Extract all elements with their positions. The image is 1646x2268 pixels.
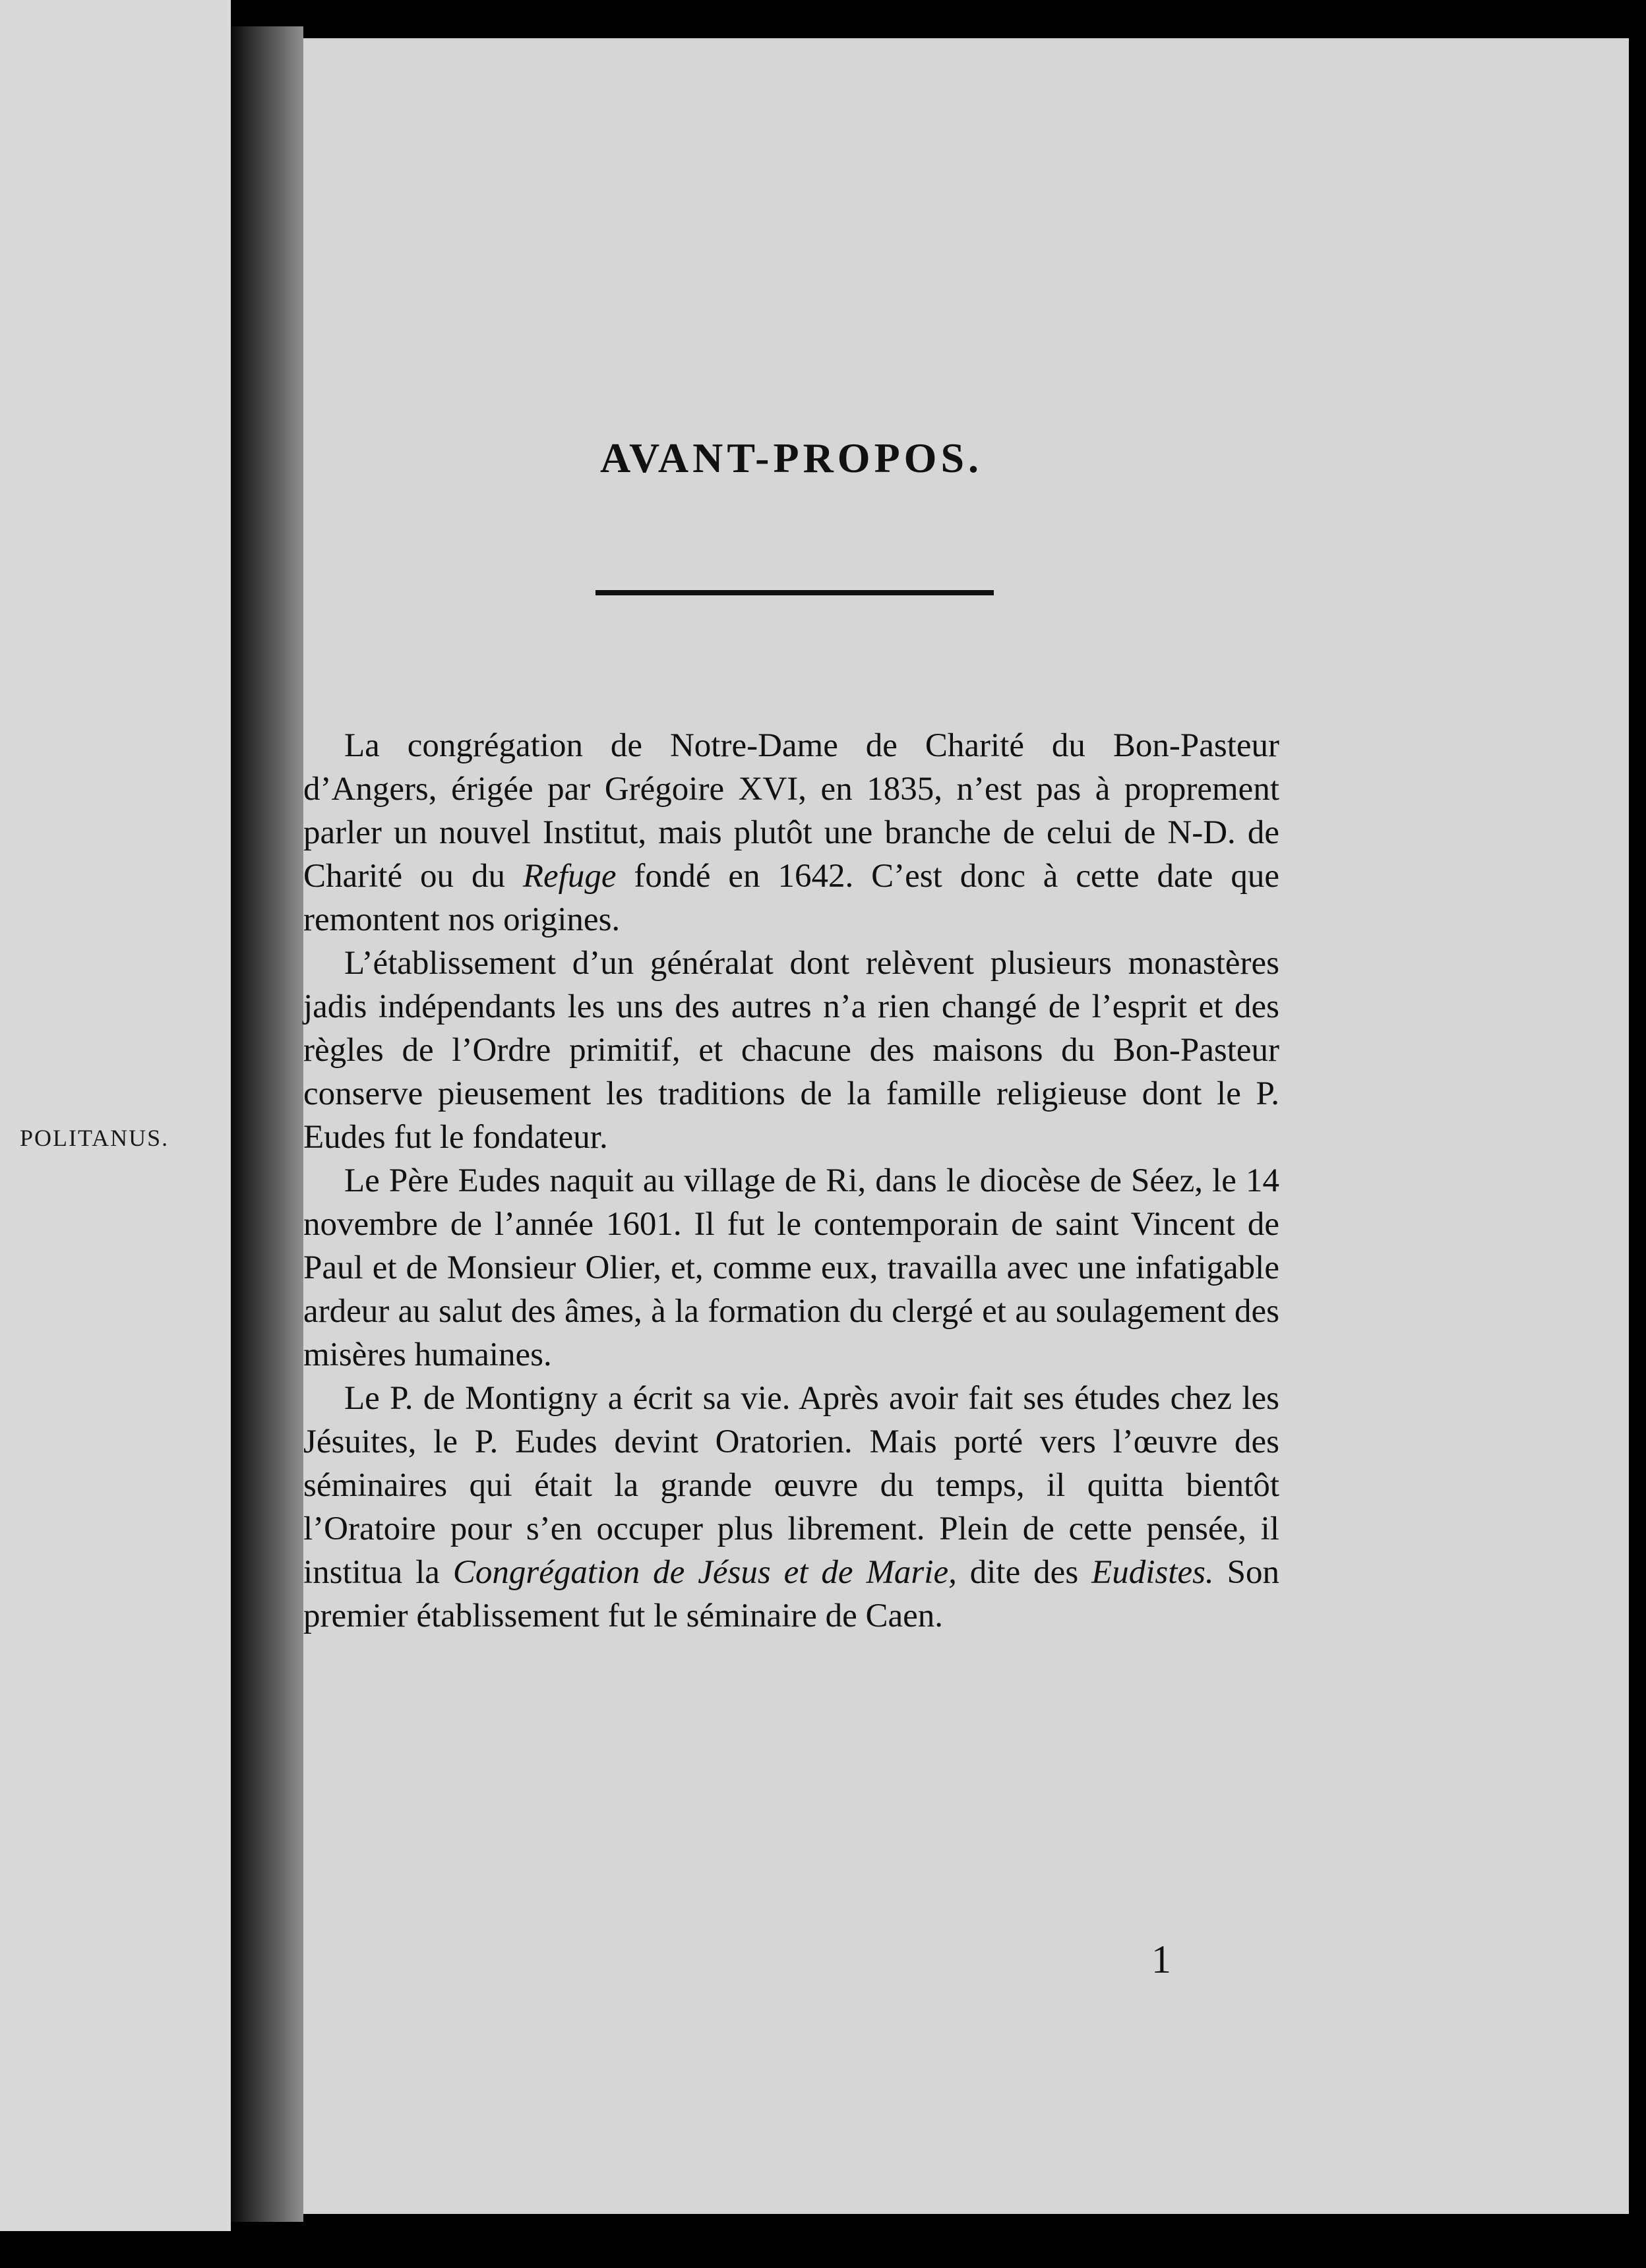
paragraph-4 [303, 1377, 1279, 1638]
binding-gutter [231, 26, 303, 2222]
paragraph-1-text: La congrégation de Notre-Dame de Charité du Bon-Pasteur d’Angers, érigée par Grégoire XVI, en 1835, n’est pas à proprement parler un nouvel Institut, mais plutôt une branche de celui de N-D. de Charité ou du [303, 727, 1279, 895]
paragraph-4-text-end: Son premier établissement fut le séminaire de Caen. [303, 1554, 1279, 1634]
paragraph-2-text: L’établissement d’un généralat dont relèvent plusieurs monastères jadis indépendants les uns des autres n’a rien changé de l’esprit et des règles de l’Ordre primitif, et chacune des maisons du Bon-Pasteur conserve pieusement les traditions de la famille religieuse dont le P. Eudes fut le fondateur. [303, 945, 1279, 1156]
book-page [303, 38, 1629, 2214]
paragraph-4-text: Le P. de Montigny a écrit sa vie. Après avoir fait ses études chez les Jésuites, le P. Eudes devint Oratorien. Mais porté vers l’œuvre des séminaires qui était la grande œuvre du temps, il quitta bientôt l’Oratoire pour s’en occuper plus librement. Plein de cette pensée, il institua la [303, 1380, 1279, 1591]
body-text [303, 724, 1279, 1638]
paragraph-4-italic-eudistes: Eudistes. [1091, 1554, 1214, 1591]
page-heading: AVANT-PROPOS. [599, 434, 983, 481]
paragraph-3-text: Le Père Eudes naquit au village de Ri, dans le diocèse de Séez, le 14 novembre de l’année 1601. Il fut le contemporain de saint Vincent de Paul et de Monsieur Olier, et, comme eux, travailla avec une infatigable ardeur au salut des âmes, à la formation du clergé et au soulagement des misères humaines. [303, 1162, 1279, 1373]
paragraph-4-text-middle: dite des [956, 1554, 1092, 1591]
facing-page-edge-text: POLITANUS. [20, 1125, 169, 1151]
page-number: 1 [1151, 1938, 1171, 1981]
heading-rule [595, 590, 994, 595]
paragraph-3 [303, 1159, 1279, 1377]
paragraph-1 [303, 724, 1279, 941]
paragraph-1-text-end: fondé en 1642. C’est donc à cette date que remontent nos origines. [303, 858, 1279, 938]
paragraph-2 [303, 941, 1279, 1159]
facing-page [0, 0, 231, 2231]
paragraph-4-italic-congregation: Congrégation de Jésus et de Marie, [452, 1554, 957, 1591]
paragraph-1-italic: Refuge [522, 858, 617, 895]
